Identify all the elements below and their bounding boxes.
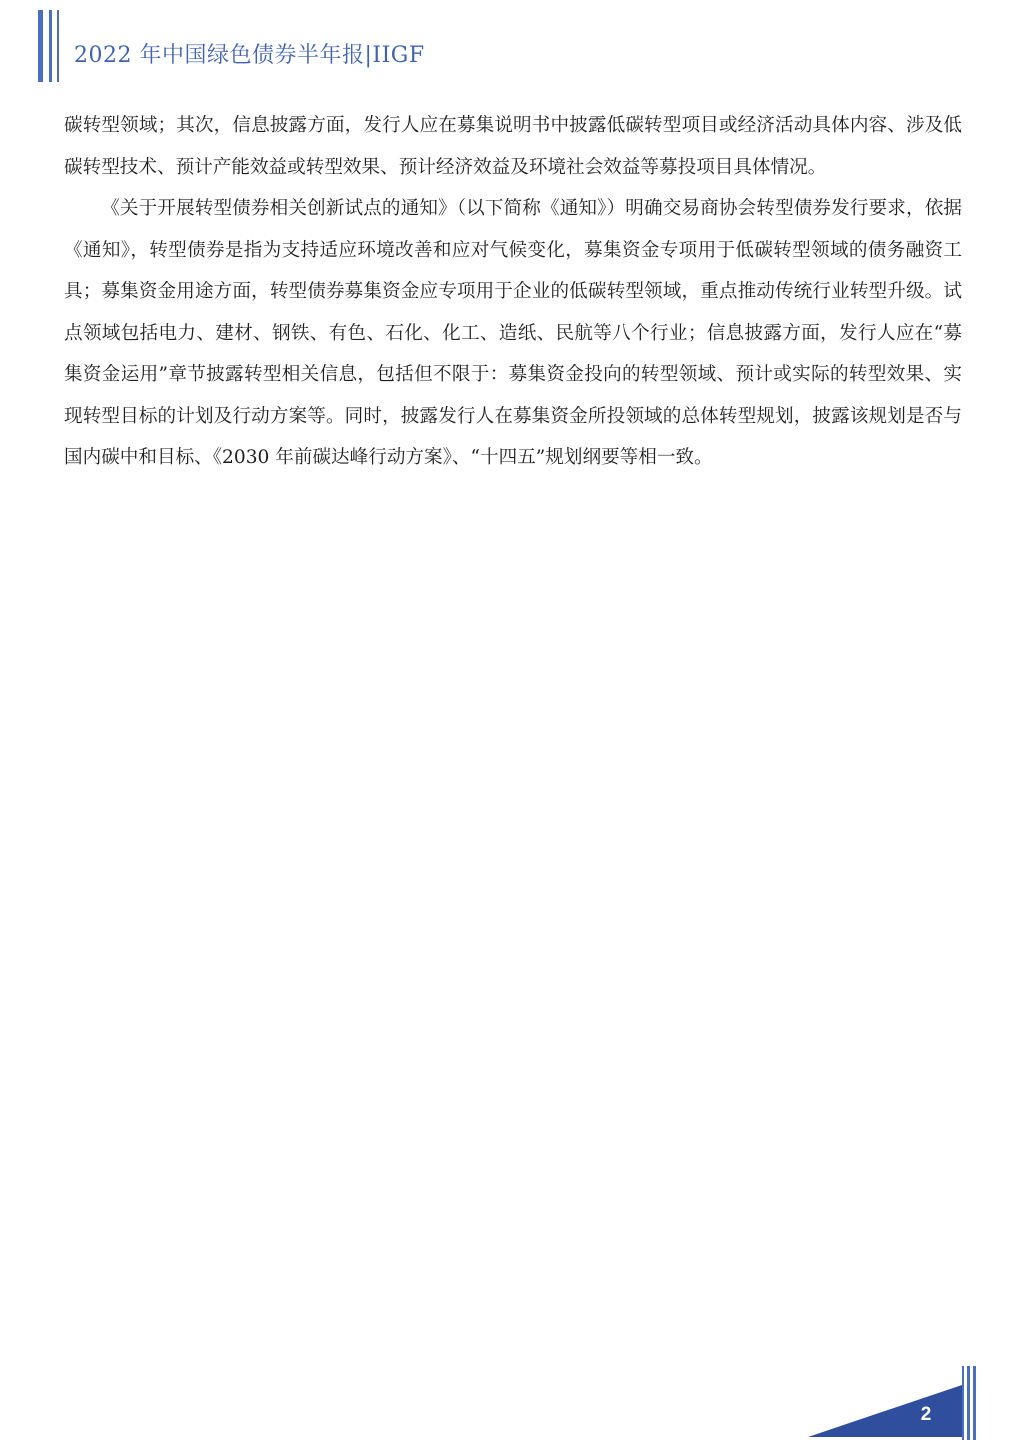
paragraph-continuation: 碳转型领域；其次，信息披露方面，发行人应在募集说明书中披露低碳转型项目或经济活动具体内容、涉及低碳转型技术、预计产能效益或转型效果、预计经济效益及环境社会效益等募投项目具体情况。 [64, 115, 962, 178]
body-text [64, 105, 962, 479]
header-decoration-bars [38, 10, 68, 82]
page-number: 2 [920, 1404, 932, 1425]
footer-decoration-bars [962, 1366, 976, 1440]
footer-bar-thin [962, 1366, 964, 1440]
paragraph-transition-bond-notice: 《关于开展转型债券相关创新试点的通知》（以下简称《通知》）明确交易商协会转型债券发行要求，依据《通知》，转型债券是指为支持适应环境改善和应对气候变化，募集资金专项用于低碳转型领域的债务融资工具；募集资金用途方面，转型债券募集资金应专项用于企业的低碳转型领域，重点推动传统行业转型升级。试点领域包括电力、建材、钢铁、有色、石化、化工、造纸、民航等八个行业；信息披露方面，发行人应在“募集资金运用”章节披露转型相关信息，包括但不限于：募集资金投向的转型领域、预计或实际的转型效果、实现转型目标的计划及行动方案等。同时，披露发行人在募集资金所投领域的总体转型规划，披露该规划是否与国内碳中和目标、《2030 年前碳达峰行动方案》、“十四五”规划纲要等相一致。 [64, 198, 962, 468]
report-header-title: 2022 年中国绿色债券半年报|IIGF [74, 43, 425, 68]
footer-bar-thick [973, 1366, 976, 1440]
header-bar-thin [57, 10, 59, 82]
header-bar-medium [49, 10, 52, 82]
footer-bar-medium [967, 1366, 970, 1440]
header-bar-thick [38, 10, 43, 82]
